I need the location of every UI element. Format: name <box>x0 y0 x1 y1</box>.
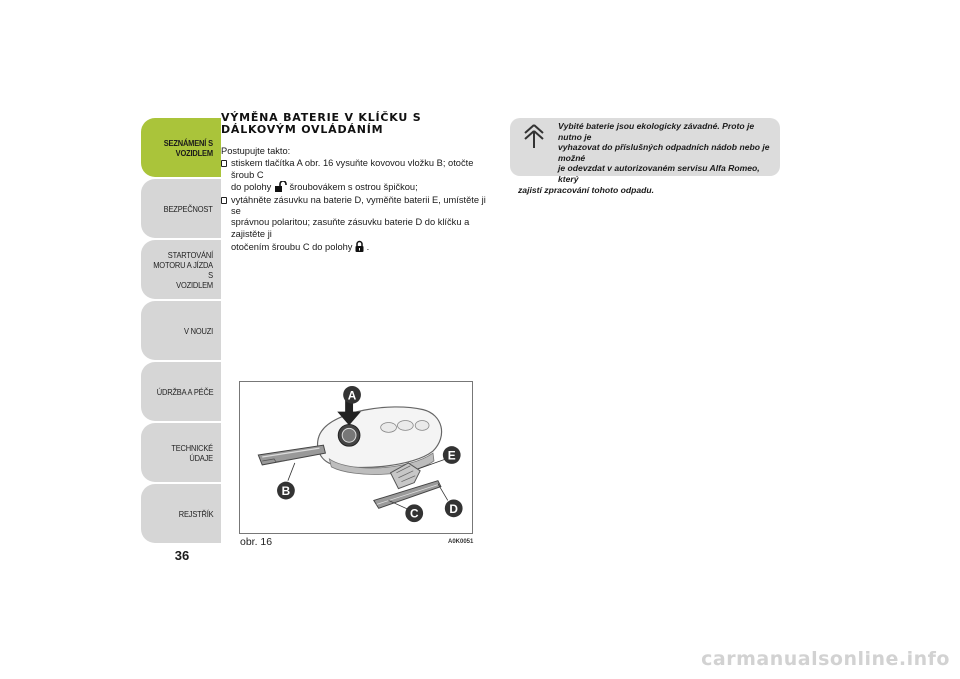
section-title <box>221 112 461 136</box>
note-text <box>518 121 772 195</box>
step-2-line3-post: . <box>366 242 370 253</box>
label-a: A <box>347 388 357 403</box>
tab-label: TECHNICKÉ ÚDAJE <box>171 442 213 463</box>
note-line2: vyhazovat do příslušných odpadních nádob nebo je možné <box>558 142 770 163</box>
watermark: carmanualsonline.info <box>701 648 950 670</box>
step-2-line2: správnou polaritou; zasuňte zásuvku baterie D do klíčku a zajistěte ji <box>231 217 470 239</box>
tab-label: SEZNÁMENÍ S VOZIDLEM <box>163 137 213 158</box>
instructions <box>221 146 496 254</box>
key-button-2 <box>397 420 413 430</box>
tab-label: REJSTŘÍK <box>178 508 213 519</box>
tab-seznameni-s-vozidlem[interactable] <box>141 118 221 177</box>
tab-label: BEZPEČNOST <box>164 203 213 214</box>
tab-label: V NOUZI <box>183 325 213 336</box>
label-d: D <box>449 501 458 516</box>
figure-caption: obr. 16 <box>240 536 273 548</box>
checkbox-bullet-icon <box>221 197 227 204</box>
step-1-line2-pre: do polohy <box>231 182 272 193</box>
metal-insert-blade <box>258 445 325 465</box>
note-line1: Vybité baterie jsou ekologicky závadné. Proto je nutno je <box>558 121 755 142</box>
step-1-line1: stiskem tlačítka A obr. 16 vysuňte kovovou vložku B; otočte šroub C <box>231 158 474 180</box>
tab-label: ÚDRŽBA A PÉČE <box>156 386 213 397</box>
figure-code: A0K0051 <box>448 539 474 545</box>
section-title-line1: VÝMĚNA BATERIE V KLÍČKU S <box>221 111 422 124</box>
tab-startovani-motoru[interactable] <box>141 240 221 299</box>
unlocked-padlock-icon <box>274 181 287 192</box>
checkbox-bullet-icon <box>221 160 227 167</box>
page-number: 36 <box>174 548 190 563</box>
key-button-3 <box>415 420 429 430</box>
locked-padlock-icon <box>355 240 364 252</box>
label-b: B <box>281 484 291 499</box>
tab-udrzba-a-pece[interactable] <box>141 362 221 421</box>
note-line4: zajistí zpracování tohoto odpadu. <box>518 184 655 195</box>
tab-rejstrik[interactable] <box>141 484 221 543</box>
environment-note <box>510 118 780 195</box>
label-e: E <box>447 448 456 463</box>
key-battery-diagram <box>240 382 472 533</box>
key-illustration <box>239 381 473 534</box>
intro-text: Postupujte takto: <box>221 146 291 156</box>
chapter-tabs <box>141 118 221 545</box>
tab-technicke-udaje[interactable] <box>141 423 221 482</box>
label-c: C <box>409 506 419 521</box>
tab-bezpecnost[interactable] <box>141 179 221 238</box>
step-2-line1: vytáhněte zásuvku na baterie D, vyměňte baterii E, umístěte ji se <box>231 194 486 217</box>
section-title-line2: DÁLKOVÝM OVLÁDÁNÍM <box>221 123 384 136</box>
tab-v-nouzi[interactable] <box>141 301 221 360</box>
step-1 <box>221 158 496 193</box>
step-1-line2-post: šroubovákem s ostrou špičkou; <box>289 182 418 193</box>
step-2 <box>221 195 496 254</box>
step-2-line3-pre: otočením šroubu C do polohy <box>231 242 353 253</box>
note-line3: je odevzdat v autorizovaném servisu Alfa Romeo, který <box>558 163 760 184</box>
tab-label: STARTOVÁNÍ MOTORU A JÍZDA S VOZIDLEM <box>153 249 213 290</box>
key-button-1 <box>381 422 397 432</box>
